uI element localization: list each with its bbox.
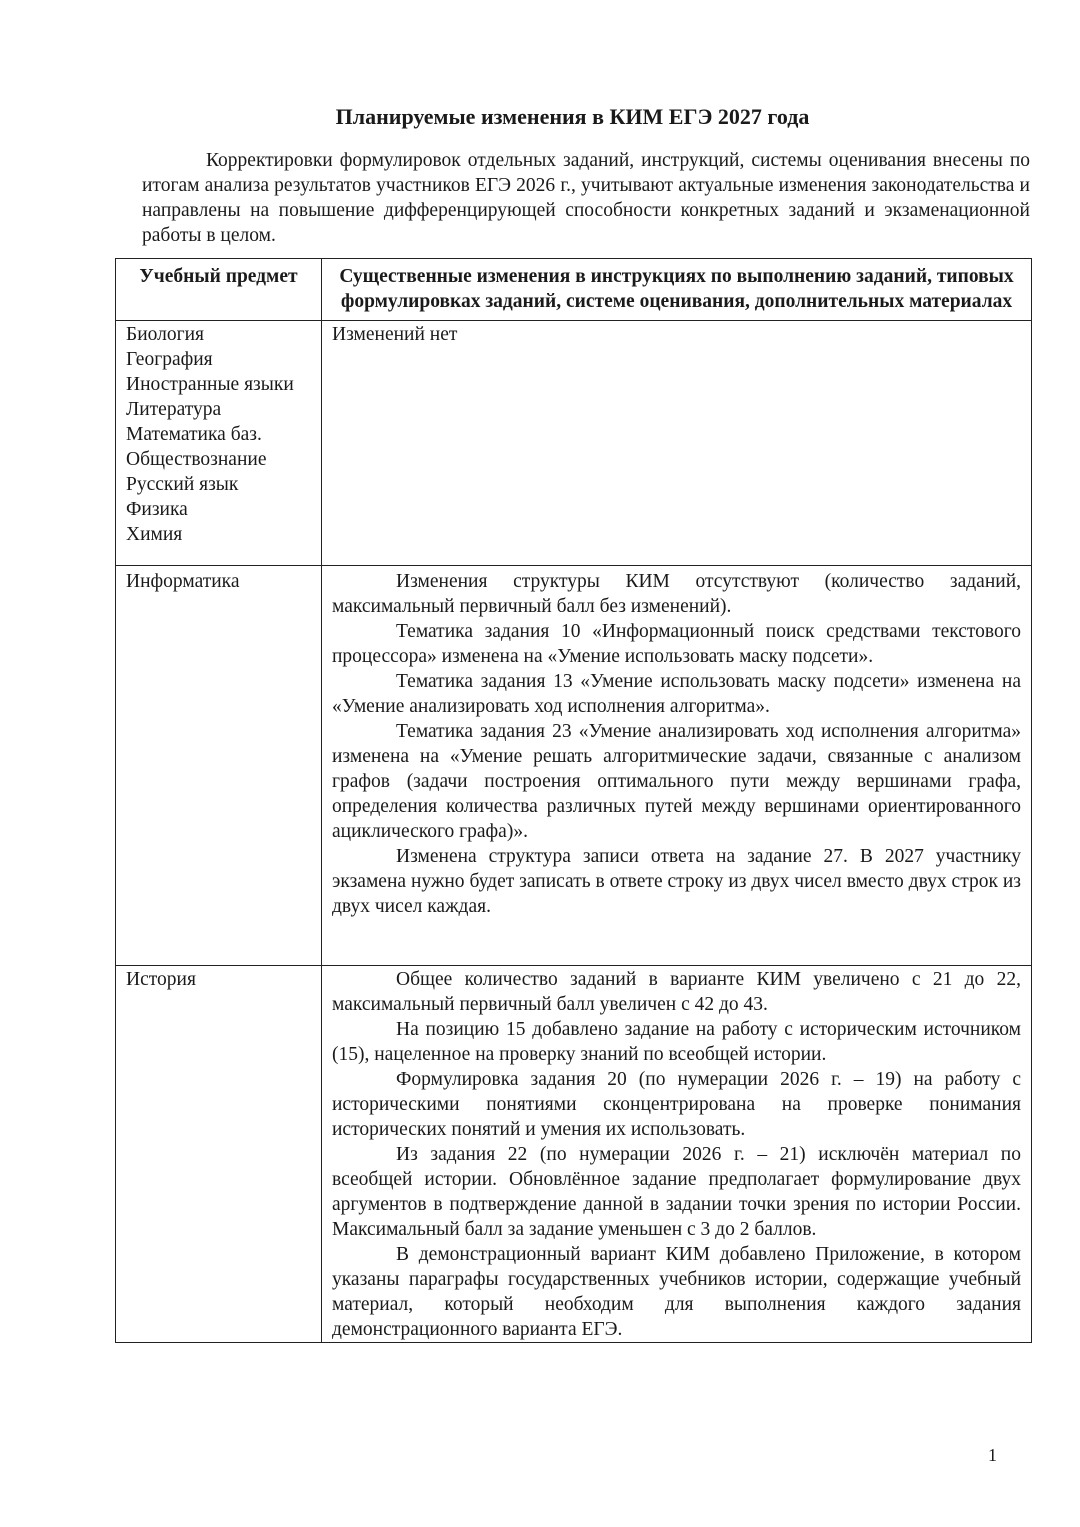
table-header-row (116, 259, 1032, 321)
changes-paragraph: Изменения структуры КИМ отсутствуют (количество заданий, максимальный первичный балл без изменений). (332, 571, 1021, 617)
changes-cell (322, 321, 1032, 566)
changes-text: Изменений нет (332, 324, 458, 345)
changes-cell (322, 966, 1032, 1343)
subject-name: Литература (126, 399, 222, 420)
subject-name: Русский язык (126, 474, 239, 495)
changes-paragraph: Формулировка задания 20 (по нумерации 2026 г. – 19) на работу с историческими понятиями сконцентрирована на проверке понимания исторических понятий и умения их использовать. (332, 1069, 1021, 1140)
subject-name: Химия (126, 524, 183, 545)
table-row (116, 321, 1032, 566)
header-changes: Существенные изменения в инструкциях по выполнению заданий, типовых формулировках заданий, системе оценивания, дополнительных материалах (322, 259, 1032, 321)
intro-paragraph: Корректировки формулировок отдельных заданий, инструкций, системы оценивания внесены по итогам анализа результатов участников ЕГЭ 2026 г., учитывают актуальные изменения законодательства и направлены на повышение дифференцирующей способности конкретных заданий и экзаменационной работы в целом. (142, 150, 1030, 246)
subject-cell (116, 321, 322, 566)
changes-table (115, 258, 1032, 1343)
table-row (116, 966, 1032, 1343)
changes-paragraph: Тематика задания 10 «Информационный поиск средствами текстового процессора» изменена на «Умение использовать маску подсети». (332, 621, 1021, 667)
changes-cell (322, 566, 1032, 966)
subject-name: История (126, 969, 196, 990)
subject-name: Иностранные языки (126, 374, 294, 395)
changes-paragraph: Общее количество заданий в варианте КИМ увеличено с 21 до 22, максимальный первичный балл увеличен с 42 до 43. (332, 969, 1021, 1015)
table-row (116, 566, 1032, 966)
header-subject: Учебный предмет (116, 259, 322, 321)
subject-name: Обществознание (126, 449, 267, 470)
subject-name: Физика (126, 499, 188, 520)
changes-paragraph: Тематика задания 13 «Умение использовать маску подсети» изменена на «Умение анализировать ход исполнения алгоритма». (332, 671, 1021, 717)
subject-name: Математика баз. (126, 424, 262, 445)
subject-cell (116, 566, 322, 966)
page-number: 1 (988, 1445, 997, 1465)
changes-paragraph: Тематика задания 23 «Умение анализировать ход исполнения алгоритма» изменена на «Умение решать алгоритмические задачи, связанные с анализом графов (задачи построения оптимального пути между вершинами графа, определения количества различных путей между вершинами ориентированного ациклического графа)». (332, 721, 1021, 842)
changes-paragraph: Изменена структура записи ответа на задание 27. В 2027 участнику экзамена нужно будет записать в ответе строку из двух чисел вместо двух строк из двух чисел каждая. (332, 846, 1021, 917)
subject-cell (116, 966, 322, 1343)
changes-paragraph: На позицию 15 добавлено задание на работу с историческим источником (15), нацеленное на проверку знаний по всеобщей истории. (332, 1019, 1021, 1065)
changes-paragraph: Из задания 22 (по нумерации 2026 г. – 21) исключён материал по всеобщей истории. Обновлённое задание предполагает формулирование двух аргументов в подтверждение данной в задании точки зрения по истории России. Максимальный балл за задание уменьшен с 3 до 2 баллов. (332, 1144, 1021, 1240)
document-title: Планируемые изменения в КИМ ЕГЭ 2027 года (335, 104, 810, 129)
subject-name: Информатика (126, 571, 240, 592)
changes-paragraph: В демонстрационный вариант КИМ добавлено Приложение, в котором указаны параграфы государственных учебников истории, содержащие учебный материал, который необходим для выполнения каждого задания демонстрационного варианта ЕГЭ. (332, 1244, 1021, 1340)
subject-name: Биология (126, 324, 205, 345)
subject-name: География (126, 349, 213, 370)
